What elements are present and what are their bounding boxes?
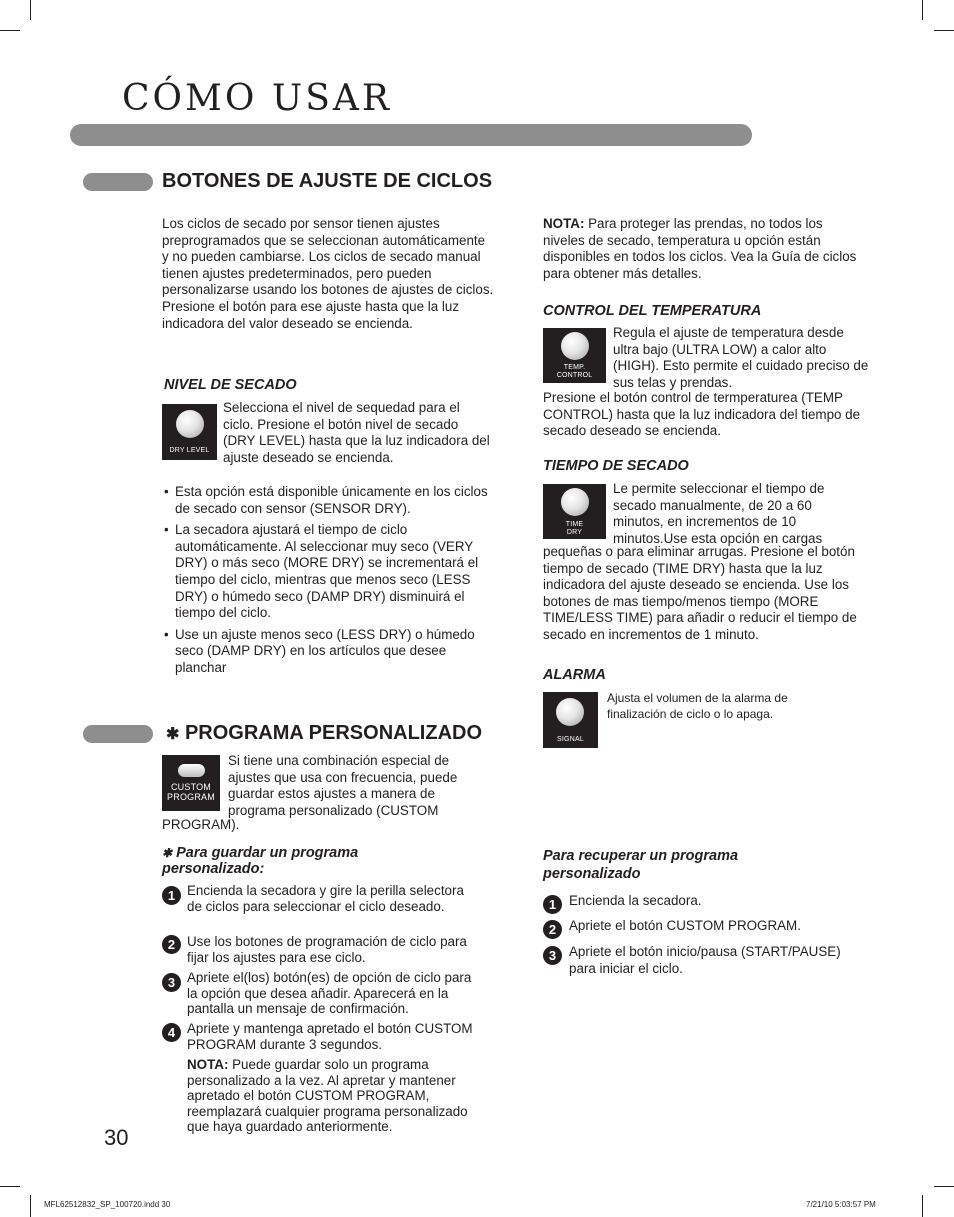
page-title: CÓMO USAR — [122, 78, 392, 119]
signal-button-image — [543, 692, 598, 748]
list-item: • Use un ajuste menos seco (LESS DRY) o húmedo seco (DAMP DRY) en los artículos que desee planchar — [162, 627, 496, 677]
save-step-text: Encienda la secadora y gire la perilla selectora de ciclos para seleccionar el ciclo deseado. — [187, 883, 464, 914]
crop-mark — [934, 1186, 954, 1187]
dry-level-button-label: DRY LEVEL — [169, 447, 210, 454]
signal-description: Ajusta el volumen de la alarma de finalización de ciclo o lo apaga. — [607, 691, 788, 721]
star-icon: ✱ — [166, 726, 180, 743]
section-marker — [83, 725, 153, 743]
dry-level-bullets — [162, 484, 496, 682]
save-note — [187, 1057, 482, 1135]
time-label-line1: TIME — [565, 521, 584, 528]
custom-program-description: Si tiene una combinación especial de ajustes que usa con frecuencia, puede guardar estos ajustes a manera de programa personalizado (CUSTOM — [228, 753, 458, 818]
note-text: Para proteger las prendas, no todos los niveles de secado, temperatura u opción están disponibles en todos los ciclos. Vea la Guía de ciclos para obtener más detalles. — [543, 216, 857, 281]
temp-control-instructions: Presione el botón control de termperaturea (TEMP CONTROL) hasta que la luz indicadora del tiempo de secado deseado se encienda. — [543, 390, 861, 439]
dry-level-button-image — [162, 404, 217, 460]
step-number-icon: 3 — [162, 973, 181, 992]
intro-paragraph: Los ciclos de secado por sensor tienen ajustes preprogramados que se seleccionan automáticamente y no pueden cambiarse. Los ciclos de secado manual tienen ajustes predeterminados, pero pueden personalizarse usando los botones de ajustes de ciclos. Presione el botón para ese ajuste hasta que la luz indicadora del valor deseado se encienda. — [162, 216, 494, 331]
step-number-icon: 1 — [162, 886, 181, 905]
footer-timestamp: 7/21/10 5:03:57 PM — [806, 1200, 876, 1209]
crop-mark — [30, 0, 31, 20]
custom-program-description-end: PROGRAM). — [162, 817, 240, 832]
time-dry-button-label — [543, 521, 606, 537]
temp-control-button-image — [543, 328, 606, 383]
step-number-icon: 1 — [543, 895, 562, 914]
crop-mark — [922, 0, 923, 20]
dry-level-description: Selecciona el nivel de sequedad para el ciclo. Presione el botón nivel de secado (DRY LEVEL) hasta que la luz indicadora del ajuste deseado se encienda. — [223, 400, 490, 465]
note-paragraph — [543, 216, 865, 282]
signal-button-label: SIGNAL — [557, 736, 584, 743]
temp-label-line1: TEMP. — [563, 364, 586, 371]
footer-file-name: MFL62512832_SP_100720.indd 30 — [44, 1200, 171, 1209]
save-step-text: Apriete y mantenga apretado el botón CUSTOM PROGRAM durante 3 segundos. — [187, 1021, 473, 1052]
time-label-line2: DRY — [566, 529, 583, 536]
recall-step-text: Encienda la secadora. — [569, 893, 702, 908]
temp-control-button-label — [543, 364, 606, 380]
title-bar — [70, 124, 752, 146]
step-number-icon: 2 — [162, 935, 181, 954]
time-dry-description: Le permite seleccionar el tiempo de secado manualmente, de 20 a 60 minutos, en incrementos de 10 minutos.Use esta opción en cargas — [613, 481, 825, 546]
list-item: • La secadora ajustará el tiempo de ciclo automáticamente. Al seleccionar muy seco (VERY DRY) o más seco (MORE DRY) se incrementará el tiempo del ciclo, mientras que menos seco (LESS DRY) o húmedo seco (DAMP DRY) disminuirá el tiempo del ciclo. — [162, 522, 496, 622]
recall-step-text: Apriete el botón inicio/pausa (START/PAUSE) para iniciar el ciclo. — [569, 944, 841, 976]
save-step-text: Apriete el(los) botón(es) de opción de ciclo para la opción que desea añadir. Aparecerá en la pantalla un mensaje de confirmación. — [187, 970, 472, 1016]
custom-program-heading-text: PROGRAMA PERSONALIZADO — [184, 722, 483, 744]
crop-mark — [0, 30, 20, 31]
crop-mark — [0, 1186, 20, 1187]
oval-button-icon — [178, 764, 205, 777]
save-step-text: Use los botones de programación de ciclo para fijar los ajustes para ese ciclo. — [187, 934, 467, 965]
time-dry-button-image — [543, 484, 606, 539]
save-note-text: Puede guardar solo un programa personalizado a la vez. Al apretar y mantener apretado el botón CUSTOM PROGRAM, reemplazará cualquier programa personalizado que haya guardado anteriormente. — [187, 1057, 468, 1134]
page-number: 30 — [104, 1125, 129, 1150]
time-dry-instructions: pequeñas o para eliminar arrugas. Presione el botón tiempo de secado (TIME DRY) hasta que la luz indicadora del ajuste deseado se encienda. Use los botones de mas tiempo/menos tiempo (MORE TIME/LESS TIME) para añadir o reducir el tiempo de secado en incrementos de 1 minuto. — [543, 544, 857, 642]
star-icon: ✱ — [162, 846, 173, 860]
crop-mark — [934, 30, 954, 31]
section-heading-cycle-buttons: BOTONES DE AJUSTE DE CICLOS — [162, 170, 493, 192]
recall-program-heading: Para recuperar un programa personalizado — [543, 848, 739, 882]
step-number-icon: 3 — [543, 946, 562, 965]
custom-program-button-label — [162, 782, 220, 802]
knob-icon — [556, 698, 584, 726]
temp-label-line2: CONTROL — [556, 372, 593, 379]
knob-icon — [176, 410, 204, 438]
crop-mark — [922, 1195, 923, 1217]
time-dry-heading: TIEMPO DE SECADO — [543, 458, 689, 474]
recall-step-text: Apriete el botón CUSTOM PROGRAM. — [569, 918, 801, 933]
temp-control-heading: CONTROL DEL TEMPERATURA — [543, 303, 762, 319]
custom-program-button-image — [162, 755, 220, 811]
step-number-icon: 2 — [543, 920, 562, 939]
knob-icon — [561, 332, 589, 360]
note-label: NOTA: — [543, 216, 585, 231]
crop-mark — [30, 1195, 31, 1217]
custom-label-line1: CUSTOM — [170, 782, 212, 792]
save-program-heading — [162, 845, 462, 877]
save-program-heading-suffix: : — [259, 861, 265, 877]
knob-icon — [561, 488, 589, 516]
section-marker — [83, 173, 153, 191]
save-note-label: NOTA: — [187, 1057, 229, 1072]
section-heading-custom-program — [166, 722, 482, 745]
dry-level-heading: NIVEL DE SECADO — [164, 377, 297, 393]
save-program-heading-text: Para guardar un programa personalizado — [162, 845, 359, 877]
list-item: • Esta opción está disponible únicamente en los ciclos de secado con sensor (SENSOR DRY). — [162, 484, 496, 517]
custom-label-line2: PROGRAM — [167, 792, 215, 802]
step-number-icon: 4 — [162, 1023, 181, 1042]
signal-heading: ALARMA — [543, 667, 606, 683]
temp-control-description: Regula el ajuste de temperatura desde ultra bajo (ULTRA LOW) a calor alto (HIGH). Esto permite el cuidado preciso de sus telas y prendas. — [613, 325, 869, 390]
